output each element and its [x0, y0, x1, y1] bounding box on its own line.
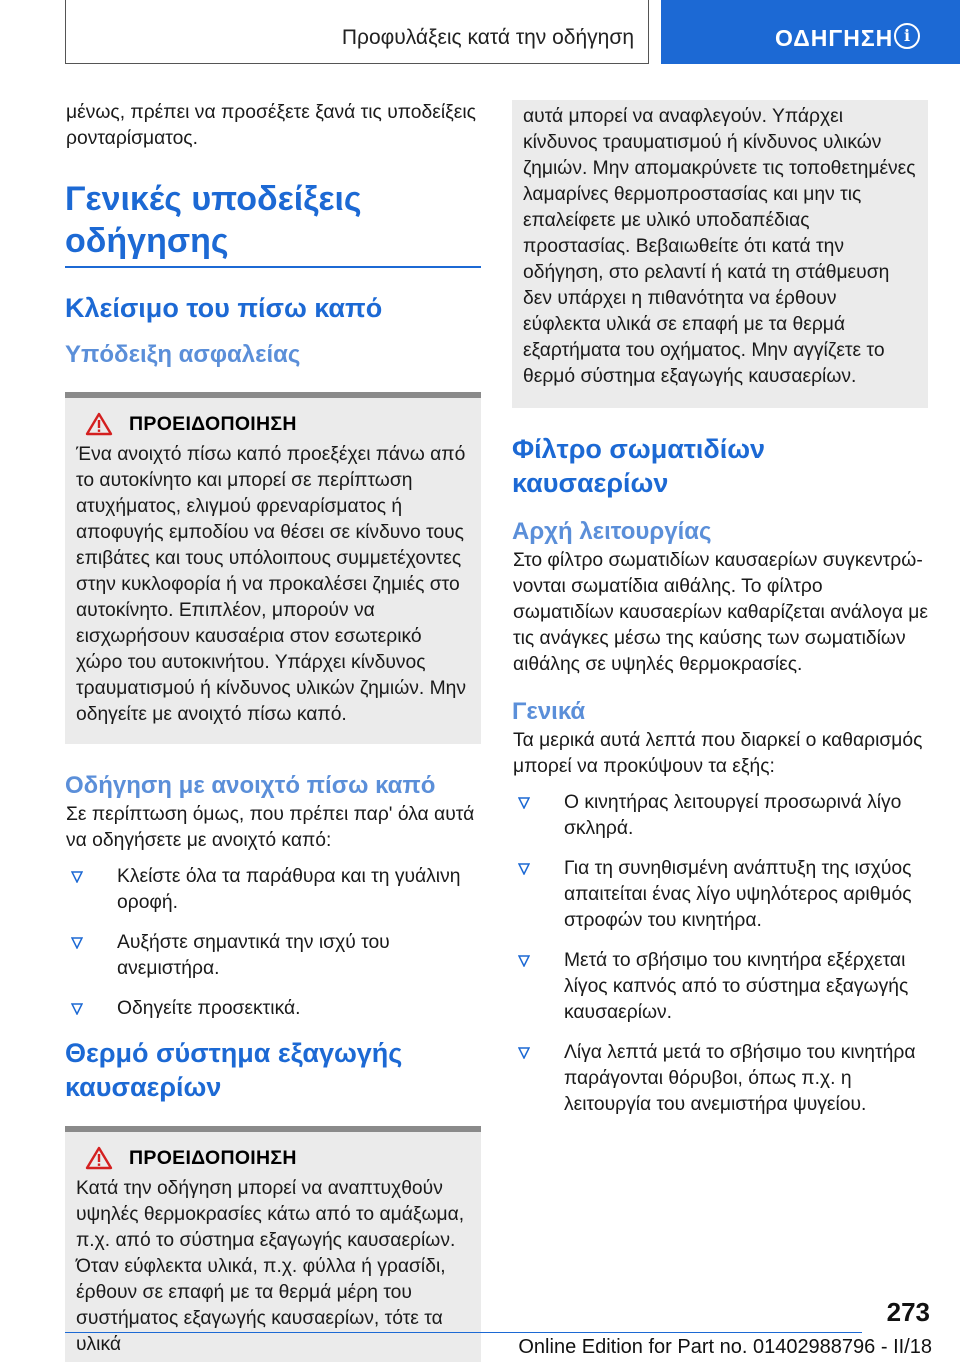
warning-triangle-icon [85, 412, 113, 436]
list-item-text: Κλείστε όλα τα παράθυρα και τη γυάλινη οροφή. [117, 866, 461, 913]
list-item [512, 790, 928, 842]
list-item-text: Ο κινητήρας λειτουργεί προσωρινά λίγο σκληρά. [564, 792, 902, 839]
warning-text-continued: αυτά μπορεί να αναφλεγούν. Υπάρχει κίνδυνος τραυματισμού ή κίνδυνος υλικών ζημιών. Μην απομακρύνετε τις τοποθετημένες λαμαρίνες θερμοπροστασίας και μην τις επαλείφετε με υλικό υποδαπέδιας προστασίας. Βεβαιωθείτε ότι κατά την οδήγηση, στο ρελαντί ή κατά τη στάθμευση δεν υπάρχει η πιθανότητα να έρθουν εύφλεκτα υλικά σε επαφή με τα θερμά εξαρτήματα του οχήματος. Μην αγγίζετε το θερμό σύστημα εξαγωγής καυσαερίων. [523, 106, 916, 387]
triangle-bullet-icon [71, 871, 83, 883]
footer-divider [65, 1332, 862, 1333]
warning-box-tailgate [65, 392, 481, 744]
intro-text: μένως, πρέπει να προσέξετε ξανά τις υποδείξεις ρονταρίσματος. [66, 102, 476, 149]
warning-title: ΠΡΟΕΙΔΟΠΟΙΗΣΗ [129, 1146, 297, 1169]
heading-exhaust: Θερμό σύστημα εξαγωγής καυσαερίων [65, 1038, 403, 1102]
section-general-heading-wrap [65, 178, 481, 268]
tab-driving[interactable] [661, 0, 960, 64]
warning-text: Ένα ανοιχτό πίσω καπό προεξέχει πάνω από το αυτοκίνητο και μπορεί σε περίπτωση ατυχήματος, ελιγμού φρεναρίσματος ή αποφυγής εμποδίου να θέσει σε κίνδυνο τους επιβάτες και τους υπόλοιπους συμμετέχοντες στην κυκλοφορία ή να προκαλέσει ζημιές στο αυτοκίνητο. Επιπλέον, μπορούν να εισχωρήσουν καυσαέρια στον εσωτερικό χώρο του αυτοκινήτου. Υπάρχει κίνδυνος τραυματισμού ή κίνδυνος υλικών ζημιών. Μην οδηγείτε με ανοιχτό πίσω καπό. [76, 444, 467, 725]
warning-box-exhaust-continued [512, 100, 928, 408]
triangle-bullet-icon [518, 797, 530, 809]
list-item [512, 948, 928, 1026]
triangle-bullet-icon [518, 955, 530, 967]
general-list [512, 790, 928, 1118]
list-item [65, 864, 481, 916]
warning-box-exhaust [65, 1126, 481, 1362]
triangle-bullet-icon [71, 937, 83, 949]
list-item-text: Για τη συνηθισμένη ανάπτυξη της ισχύος απαιτείται ένας λίγο υψηλότερος αριθμός στροφών του κινητήρα. [564, 858, 912, 931]
heading-open-tailgate: Οδήγηση με ανοιχτό πίσω καπό [65, 772, 436, 799]
open-tailgate-text: Σε περίπτωση όμως, που πρέπει παρ' όλα αυτά να οδηγήσετε με ανοιχτό καπό: [66, 804, 475, 851]
list-item [65, 996, 481, 1022]
list-item-text: Λίγα λεπτά μετά το σβήσιμο του κινητήρα παράγονται θόρυβοι, όπως π.χ. η λειτουργία του ανεμιστήρα ψυγείου. [564, 1042, 916, 1115]
warning-header [75, 1146, 473, 1170]
section-title-general: Γενικές υποδείξεις οδήγησης [65, 180, 362, 260]
list-item-text: Μετά το σβήσιμο του κινητήρα εξέρχεται λίγος καπνός από το σύστημα εξαγωγής καυσαερίων. [564, 950, 909, 1023]
list-item [65, 930, 481, 982]
header-title-box [65, 0, 649, 64]
warning-header [75, 412, 473, 436]
heading-principle: Αρχή λειτουργίας [512, 518, 712, 545]
triangle-bullet-icon [518, 1047, 530, 1059]
warning-text: Κατά την οδήγηση μπορεί να αναπτυχθούν υψηλές θερμοκρασίες κάτω από το αμάξωμα, π.χ. από το σύστημα εξαγωγής καυσαερίων. Όταν εύφλεκτα υλικά, π.χ. φύλλα ή γρασίδι, έρθουν σε επαφή με τα θερμά μέρη του συστήματος εξαγωγής καυσαερίων, τότε τα υλικά [76, 1178, 465, 1355]
info-icon[interactable]: i [894, 23, 920, 49]
general-text: Τα μερικά αυτά λεπτά που διαρκεί ο καθαρισμός μπορεί να προκύψουν τα εξής: [513, 730, 923, 777]
header-title: Προφυλάξεις κατά την οδήγηση [341, 26, 634, 49]
heading-particulate-filter: Φίλτρο σωματιδίων καυσαερίων [512, 434, 766, 498]
list-item [512, 856, 928, 934]
warning-triangle-icon [85, 1146, 113, 1170]
footer-edition: Online Edition for Part no. 01402988796 - II/18 [518, 1336, 932, 1358]
triangle-bullet-icon [518, 863, 530, 875]
heading-safety: Υπόδειξη ασφαλείας [65, 341, 301, 368]
list-item-text: Αυξήστε σημαντικά την ισχύ του ανεμιστήρα. [117, 932, 390, 979]
heading-general: Γενικά [512, 698, 586, 725]
left-column [65, 100, 481, 1362]
heading-tailgate: Κλείσιμο του πίσω καπό [65, 293, 383, 323]
triangle-bullet-icon [71, 1003, 83, 1015]
list-item-text: Οδηγείτε προσεκτικά. [117, 998, 301, 1019]
page-number: 273 [886, 1297, 930, 1327]
principle-text: Στο φίλτρο σωματιδίων καυσαερίων συγκεντρώνονται σωματίδια αιθάλης. Το φίλτρο σωματιδίων καυσαερίων καθαρίζεται ανάλογα με τις ανάγκες μέσω της καύσης των σωματιδίων αιθάλης σε υψηλές θερμοκρασίες. [513, 550, 928, 675]
right-column [512, 100, 928, 1132]
list-item [512, 1040, 928, 1118]
open-tailgate-list [65, 864, 481, 1022]
tab-label: ΟΔΗΓΗΣΗ [775, 25, 894, 51]
warning-title: ΠΡΟΕΙΔΟΠΟΙΗΣΗ [129, 412, 297, 435]
